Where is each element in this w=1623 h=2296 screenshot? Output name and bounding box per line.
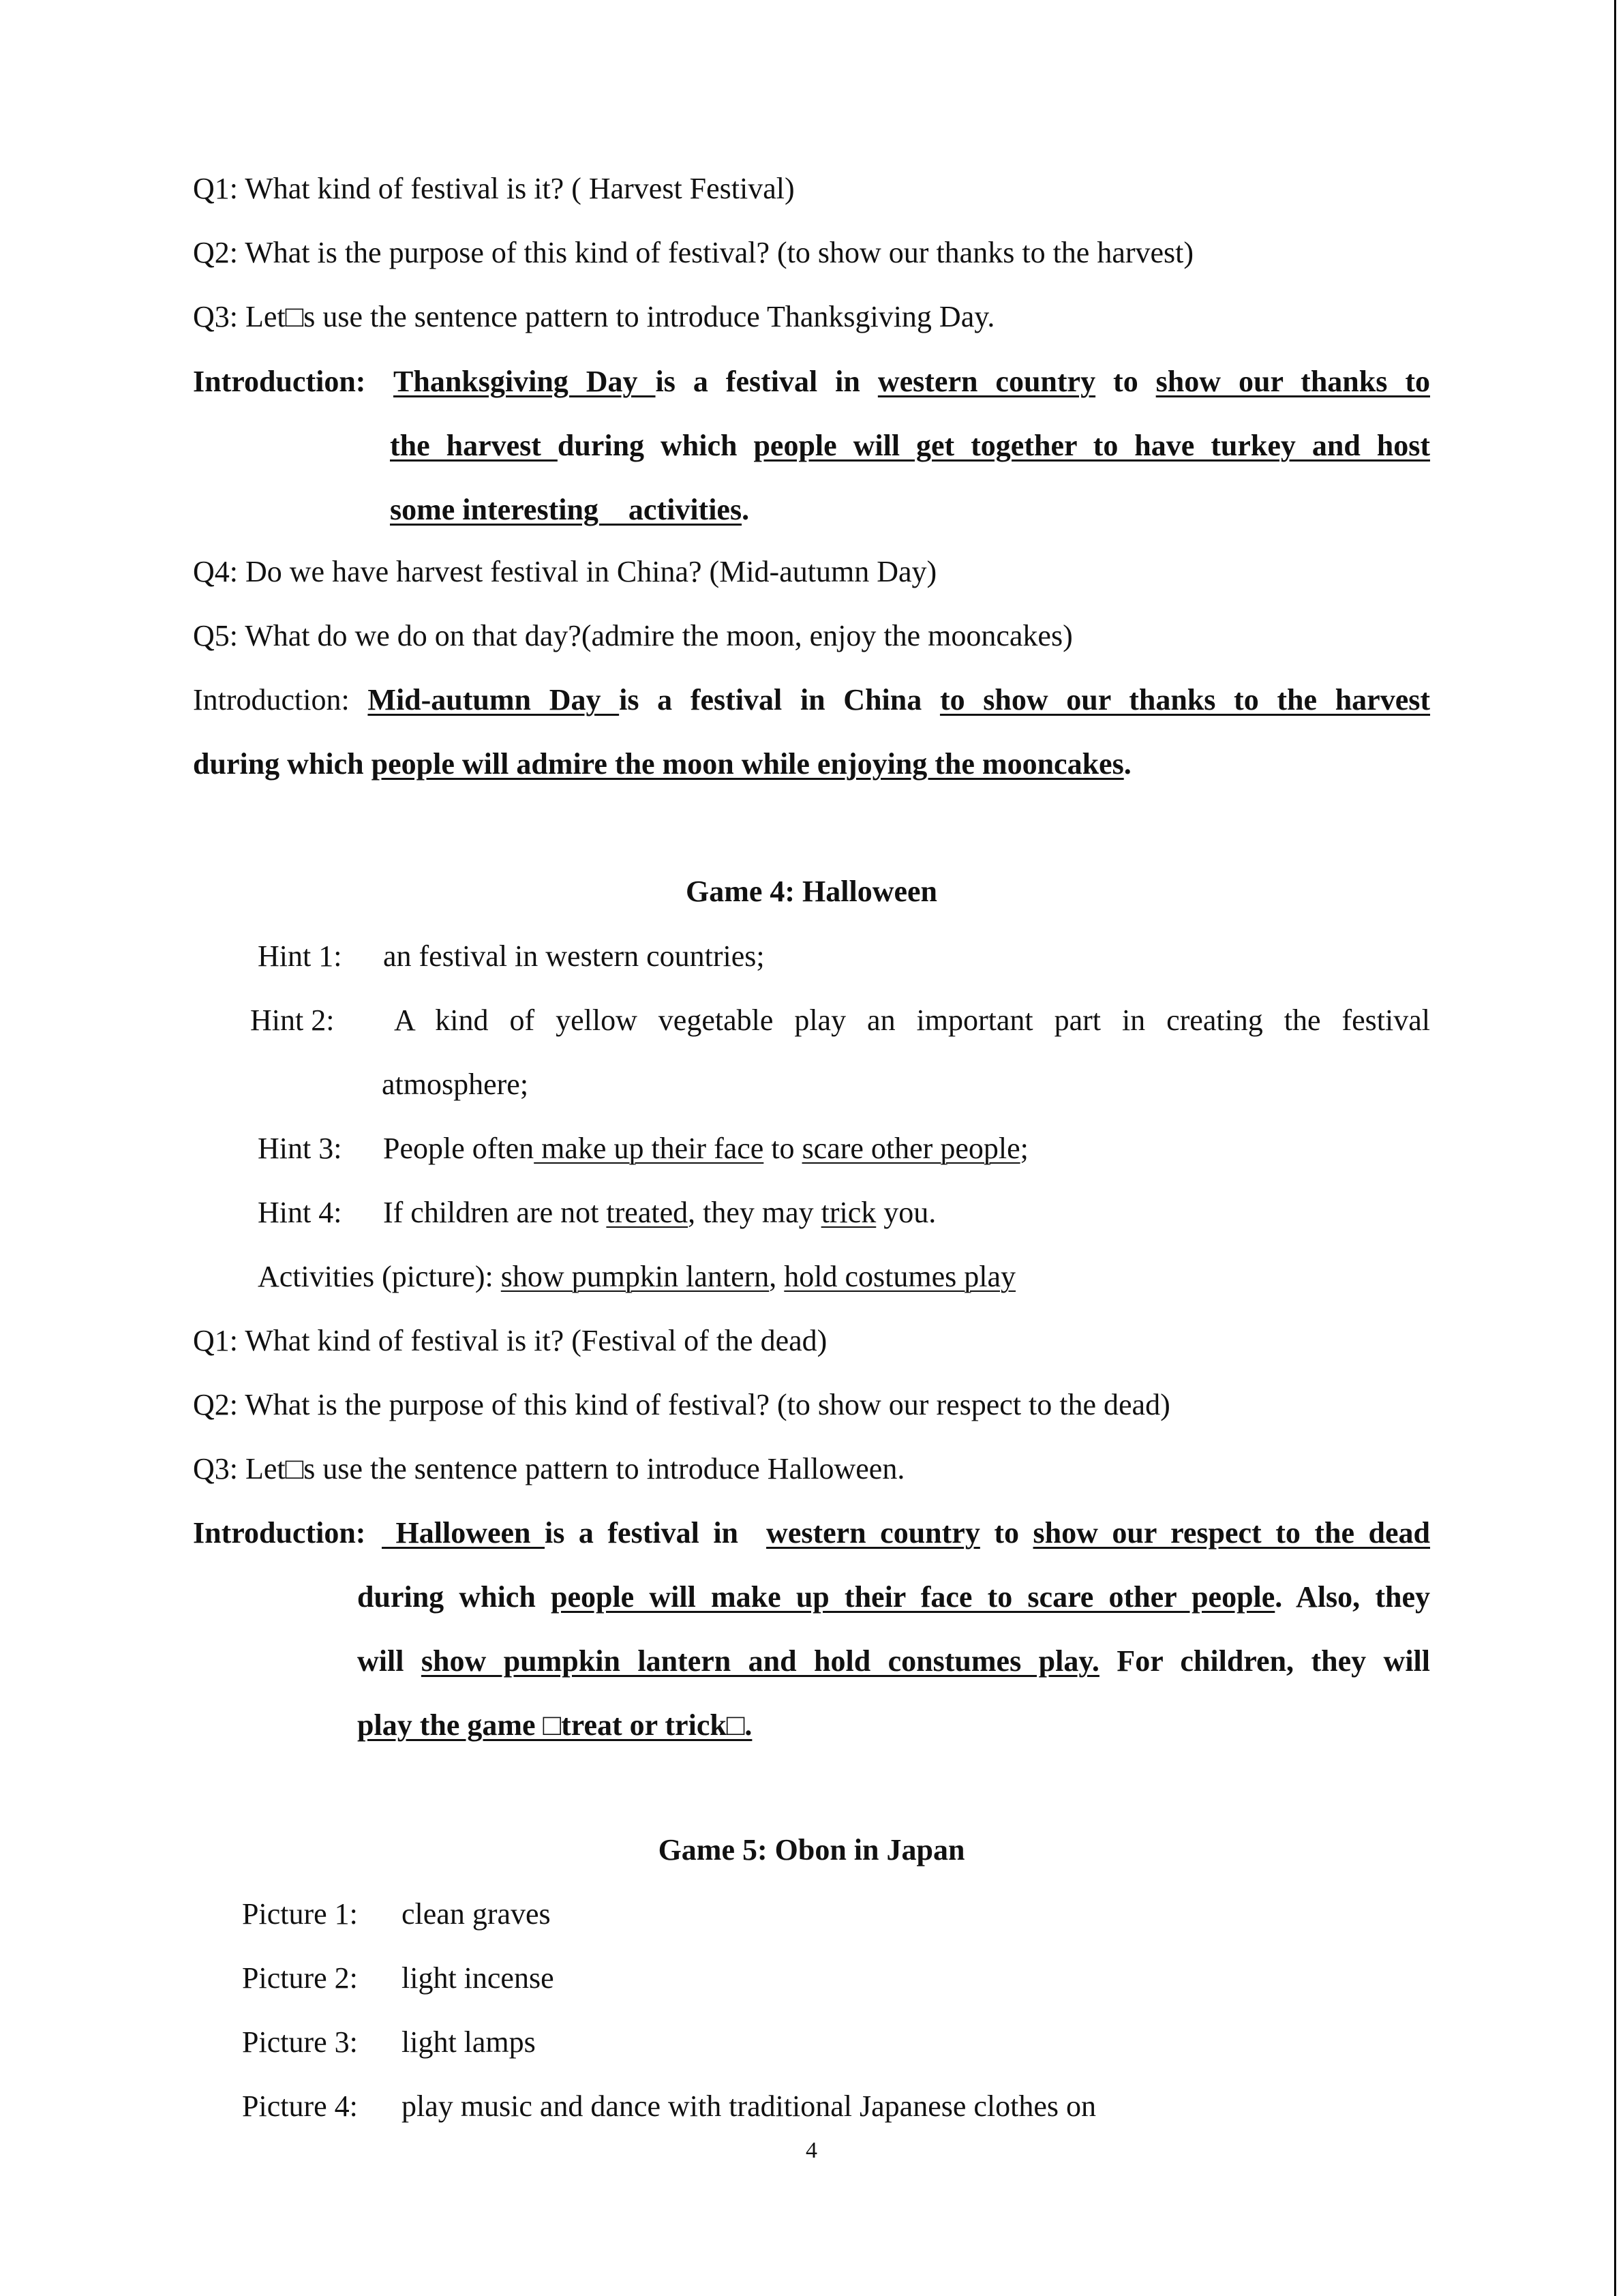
halloween-intro-line-1: Halloween is a festival in western country to show our respect to the dead xyxy=(382,1516,1431,1550)
halloween-intro-line-4: play the game □treat or trick□. xyxy=(357,1708,753,1742)
thanksgiving-q5: Q5: What do we do on that day?(admire the moon, enjoy the mooncakes) xyxy=(193,619,1073,652)
thanksgiving-intro-line-2: the harvest during which people will get together to have turkey and host xyxy=(390,429,1430,462)
midautumn-intro-line-2: during which people will admire the moon while enjoying the mooncakes. xyxy=(193,747,1132,781)
hint3-text: People often make up their face to scare other people; xyxy=(383,1132,1029,1165)
page-right-border xyxy=(1614,0,1616,2296)
hint2-label: Hint 2: xyxy=(250,1003,335,1037)
picture-1-label: Picture 1: xyxy=(242,1897,358,1931)
picture-3-text: light lamps xyxy=(401,2025,536,2059)
obon-title: Game 5: Obon in Japan xyxy=(658,1833,965,1867)
hint1-text: an festival in western countries; xyxy=(383,939,765,973)
hint2-text-line-2: atmosphere; xyxy=(382,1068,529,1101)
picture-4-text: play music and dance with traditional Japanese clothes on xyxy=(401,2089,1097,2123)
hint4-label: Hint 4: xyxy=(258,1196,342,1229)
midautumn-intro-line-1: Introduction: Mid-autumn Day is a festival in China to show our thanks to the harvest xyxy=(193,683,1431,716)
thanksgiving-q2: Q2: What is the purpose of this kind of festival? (to show our thanks to the harvest) xyxy=(193,236,1194,269)
hint2-text-line-1: A kind of yellow vegetable play an important part in creating the festival xyxy=(394,1003,1430,1037)
picture-1-text: clean graves xyxy=(401,1897,551,1931)
hint1-label: Hint 1: xyxy=(258,939,342,973)
thanksgiving-intro-line-1: Thanksgiving Day is a festival in western country to show our thanks to xyxy=(393,365,1430,398)
halloween-intro-line-3: will show pumpkin lantern and hold constumes play. For children, they will xyxy=(357,1644,1431,1678)
thanksgiving-q1: Q1: What kind of festival is it? ( Harvest Festival) xyxy=(193,172,795,205)
halloween-title: Game 4: Halloween xyxy=(685,875,938,908)
festival-name: Thanksgiving Day xyxy=(393,365,656,398)
hint3-label: Hint 3: xyxy=(258,1132,342,1165)
activities-line: Activities (picture): show pumpkin lantern, hold costumes play xyxy=(258,1260,1016,1293)
halloween-q2: Q2: What is the purpose of this kind of festival? (to show our respect to the dead) xyxy=(193,1388,1170,1421)
thanksgiving-q3: Q3: Let□s use the sentence pattern to introduce Thanksgiving Day. xyxy=(193,300,995,333)
halloween-q3: Q3: Let□s use the sentence pattern to introduce Halloween. xyxy=(193,1452,905,1485)
picture-2-text: light incense xyxy=(401,1961,554,1995)
halloween-intro-line-2: during which people will make up their face to scare other people. Also, they xyxy=(357,1580,1430,1614)
thanksgiving-q4: Q4: Do we have harvest festival in China? (Mid-autumn Day) xyxy=(193,555,937,588)
thanksgiving-intro-label: Introduction: xyxy=(193,365,366,398)
hint4-text: If children are not treated, they may trick you. xyxy=(383,1196,937,1229)
picture-2-label: Picture 2: xyxy=(242,1961,358,1995)
picture-3-label: Picture 3: xyxy=(242,2025,358,2059)
thanksgiving-intro-line-3: some interesting activities. xyxy=(390,493,750,526)
halloween-q1: Q1: What kind of festival is it? (Festival of the dead) xyxy=(193,1324,828,1357)
halloween-intro-label: Introduction: xyxy=(193,1516,366,1550)
picture-4-label: Picture 4: xyxy=(242,2089,358,2123)
page-number: 4 xyxy=(806,2138,817,2163)
